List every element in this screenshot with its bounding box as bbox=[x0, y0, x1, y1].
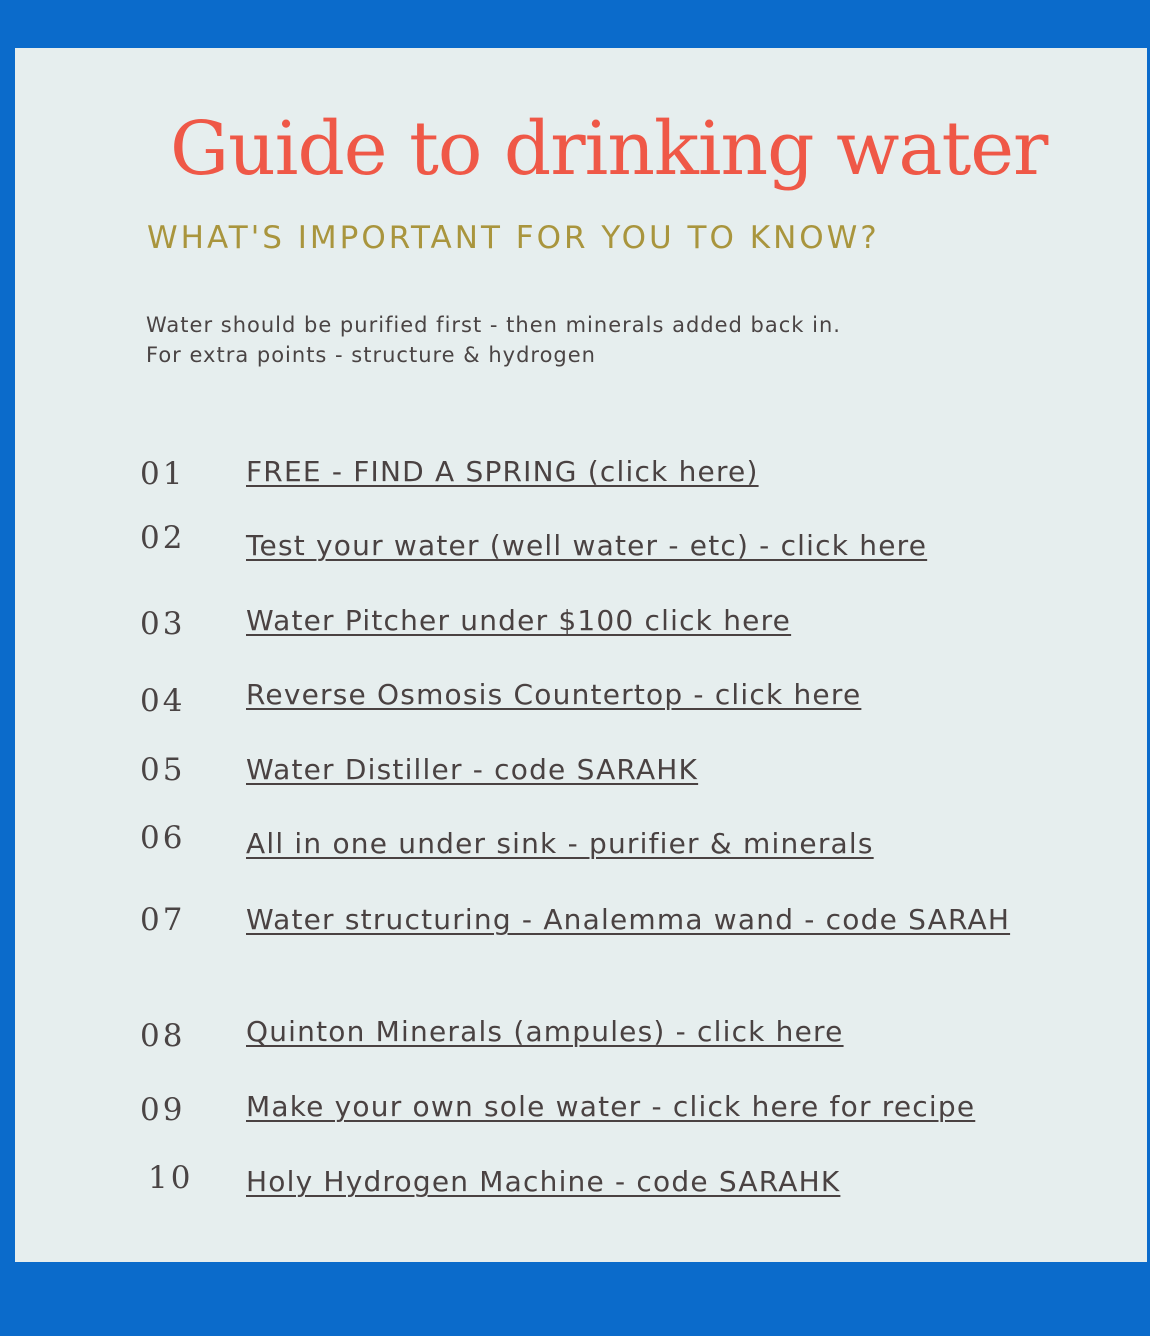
item-link[interactable]: Quinton Minerals (ampules) - click here bbox=[246, 1015, 844, 1048]
item-number: 09 bbox=[140, 1092, 186, 1128]
item-link[interactable]: Reverse Osmosis Countertop - click here bbox=[246, 678, 862, 711]
item-number: 07 bbox=[140, 902, 186, 938]
intro-text bbox=[146, 310, 841, 370]
intro-line-2: For extra points - structure & hydrogen bbox=[146, 343, 596, 367]
item-link[interactable]: All in one under sink - purifier & minerals bbox=[246, 827, 874, 860]
page-title: Guide to drinking water bbox=[170, 106, 1048, 192]
item-number: 03 bbox=[140, 606, 186, 642]
item-link[interactable]: Water Pitcher under $100 click here bbox=[246, 604, 792, 637]
item-number: 02 bbox=[140, 520, 186, 556]
item-number: 04 bbox=[140, 683, 186, 719]
item-number: 05 bbox=[140, 752, 186, 788]
item-link[interactable]: Water structuring - Analemma wand - code SARAH bbox=[246, 903, 1011, 936]
item-link[interactable]: Make your own sole water - click here for recipe bbox=[246, 1090, 976, 1123]
guide-card bbox=[15, 48, 1147, 1262]
page-subtitle: WHAT'S IMPORTANT FOR YOU TO KNOW? bbox=[147, 220, 880, 256]
item-number: 01 bbox=[140, 456, 186, 492]
item-number: 06 bbox=[140, 820, 186, 856]
item-link[interactable]: FREE - FIND A SPRING (click here) bbox=[246, 455, 759, 488]
item-number: 10 bbox=[148, 1160, 194, 1196]
item-link[interactable]: Test your water (well water - etc) - click here bbox=[246, 529, 928, 562]
item-link[interactable]: Water Distiller - code SARAHK bbox=[246, 753, 699, 786]
item-link[interactable]: Holy Hydrogen Machine - code SARAHK bbox=[246, 1165, 841, 1198]
intro-line-1: Water should be purified first - then minerals added back in. bbox=[146, 313, 841, 337]
item-number: 08 bbox=[140, 1018, 186, 1054]
